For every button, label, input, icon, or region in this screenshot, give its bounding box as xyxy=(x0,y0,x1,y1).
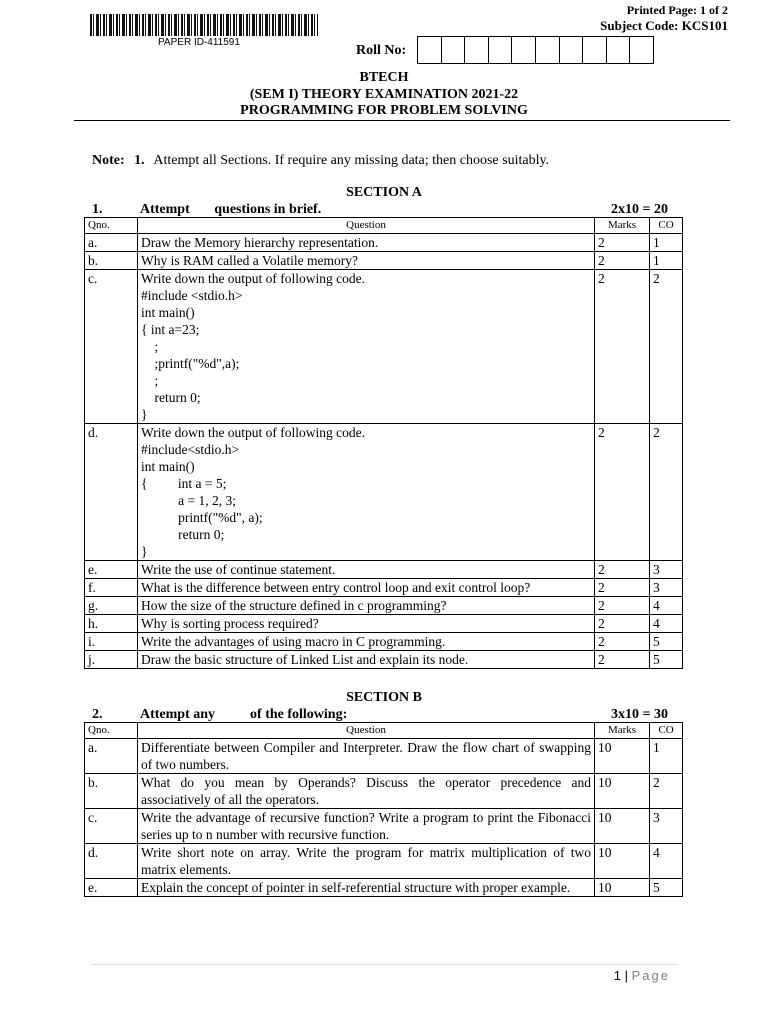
header-marks: Marks xyxy=(595,723,650,739)
question-content: Write down the output of following code. #include <stdio.h> int main() { int a=23; ; ;printf("%d",a); ; return 0; } xyxy=(141,271,366,422)
note-num: 1. xyxy=(134,153,145,168)
section-a-number: 1. xyxy=(92,202,103,217)
question-content: Why is sorting process required? xyxy=(141,616,319,631)
question-text xyxy=(138,424,595,561)
question-text xyxy=(138,879,595,897)
header-question: Question xyxy=(138,218,595,234)
question-text xyxy=(138,844,595,879)
header-qno: Qno. xyxy=(85,218,138,234)
question-marks: 2 xyxy=(595,424,650,561)
question-text xyxy=(138,809,595,844)
header-co: CO xyxy=(650,723,683,739)
question-number: b. xyxy=(85,774,138,809)
question-co: 2 xyxy=(650,774,683,809)
table-row xyxy=(85,424,683,561)
question-marks: 2 xyxy=(595,270,650,424)
roll-no-box[interactable] xyxy=(512,37,536,63)
roll-no-boxes[interactable] xyxy=(417,36,654,64)
header-co: CO xyxy=(650,218,683,234)
table-row xyxy=(85,633,683,651)
question-number: g. xyxy=(85,597,138,615)
question-number: c. xyxy=(85,270,138,424)
barcode xyxy=(90,14,318,36)
page-number: 1 xyxy=(613,968,621,983)
question-number: j. xyxy=(85,651,138,669)
roll-no-label: Roll No: xyxy=(356,43,407,58)
exam-subject: PROGRAMMING FOR PROBLEM SOLVING xyxy=(240,103,528,118)
question-number: d. xyxy=(85,424,138,561)
section-b-instruction: Attempt any of the following: xyxy=(140,707,348,722)
question-content: How the size of the structure defined in c programming? xyxy=(141,598,447,613)
question-content: Explain the concept of pointer in self-referential structure with proper example. xyxy=(141,880,571,895)
roll-no-box[interactable] xyxy=(465,37,489,63)
section-b-table xyxy=(84,722,683,897)
question-marks: 10 xyxy=(595,879,650,897)
question-co: 5 xyxy=(650,651,683,669)
section-b-number: 2. xyxy=(92,707,103,722)
question-co: 5 xyxy=(650,879,683,897)
question-marks: 2 xyxy=(595,633,650,651)
question-text xyxy=(138,739,595,774)
question-co: 3 xyxy=(650,561,683,579)
question-marks: 10 xyxy=(595,774,650,809)
question-number: i. xyxy=(85,633,138,651)
subject-code: Subject Code: KCS101 xyxy=(600,18,728,33)
question-content: Write the use of continue statement. xyxy=(141,562,336,577)
question-text xyxy=(138,651,595,669)
question-co: 2 xyxy=(650,270,683,424)
question-text xyxy=(138,633,595,651)
question-content: Write the advantages of using macro in C programming. xyxy=(141,634,446,649)
question-marks: 10 xyxy=(595,739,650,774)
question-content: Write short note on array. Write the program for matrix multiplication of two matrix elements. xyxy=(141,845,591,877)
roll-no-box[interactable] xyxy=(489,37,513,63)
footer-divider xyxy=(92,964,678,965)
question-marks: 10 xyxy=(595,844,650,879)
printed-page: Printed Page: 1 of 2 xyxy=(626,3,728,17)
question-co: 4 xyxy=(650,615,683,633)
table-row xyxy=(85,739,683,774)
question-co: 1 xyxy=(650,252,683,270)
question-co: 1 xyxy=(650,739,683,774)
question-content: Draw the Memory hierarchy representation. xyxy=(141,235,379,250)
table-row xyxy=(85,270,683,424)
roll-no-box[interactable] xyxy=(630,37,653,63)
question-marks: 2 xyxy=(595,615,650,633)
section-a-instruction: Attempt questions in brief. xyxy=(140,202,322,217)
table-row xyxy=(85,651,683,669)
question-co: 4 xyxy=(650,844,683,879)
question-co: 2 xyxy=(650,424,683,561)
table-row xyxy=(85,774,683,809)
question-text xyxy=(138,270,595,424)
question-number: f. xyxy=(85,579,138,597)
page-label: Page xyxy=(631,968,670,983)
question-marks: 2 xyxy=(595,234,650,252)
question-marks: 2 xyxy=(595,597,650,615)
section-a-title: SECTION A xyxy=(346,185,422,200)
header-qno: Qno. xyxy=(85,723,138,739)
table-row xyxy=(85,615,683,633)
page-footer xyxy=(614,968,670,983)
note-text: Attempt all Sections. If require any missing data; then choose suitably. xyxy=(153,153,550,168)
exam-degree: BTECH xyxy=(359,70,409,85)
question-content: What do you mean by Operands? Discuss the operator precedence and associatively of all the operators. xyxy=(141,775,591,807)
roll-no-box[interactable] xyxy=(560,37,584,63)
note xyxy=(92,153,549,169)
roll-no-box[interactable] xyxy=(442,37,466,63)
section-b-marks: 3x10 = 30 xyxy=(611,707,668,722)
question-content: Why is RAM called a Volatile memory? xyxy=(141,253,358,268)
table-row xyxy=(85,809,683,844)
question-content: What is the difference between entry control loop and exit control loop? xyxy=(141,580,531,595)
table-header-row xyxy=(85,218,683,234)
question-number: h. xyxy=(85,615,138,633)
question-number: c. xyxy=(85,809,138,844)
section-a-marks: 2x10 = 20 xyxy=(611,202,668,217)
question-number: a. xyxy=(85,739,138,774)
question-marks: 2 xyxy=(595,579,650,597)
question-marks: 2 xyxy=(595,651,650,669)
header-divider xyxy=(74,120,730,121)
question-content: Draw the basic structure of Linked List and explain its node. xyxy=(141,652,469,667)
question-co: 5 xyxy=(650,633,683,651)
table-row xyxy=(85,561,683,579)
question-number: d. xyxy=(85,844,138,879)
question-marks: 2 xyxy=(595,252,650,270)
roll-no-box[interactable] xyxy=(536,37,560,63)
question-content: Differentiate between Compiler and Interpreter. Draw the flow chart of swapping of two numbers. xyxy=(141,740,591,772)
roll-no-box[interactable] xyxy=(418,37,442,63)
page-separator: | xyxy=(624,968,628,983)
question-text xyxy=(138,561,595,579)
question-content: Write down the output of following code. #include<stdio.h> int main() { int a = 5; a = 1, 2, 3; printf("%d", a); return 0; } xyxy=(141,425,366,559)
question-number: e. xyxy=(85,879,138,897)
question-number: e. xyxy=(85,561,138,579)
table-row xyxy=(85,252,683,270)
question-marks: 2 xyxy=(595,561,650,579)
question-co: 3 xyxy=(650,809,683,844)
table-row xyxy=(85,579,683,597)
printed-page-info xyxy=(600,2,728,34)
table-row xyxy=(85,597,683,615)
table-row xyxy=(85,879,683,897)
header-marks: Marks xyxy=(595,218,650,234)
roll-no-box[interactable] xyxy=(607,37,631,63)
question-number: a. xyxy=(85,234,138,252)
question-co: 4 xyxy=(650,597,683,615)
question-co: 1 xyxy=(650,234,683,252)
roll-no-box[interactable] xyxy=(583,37,607,63)
question-text xyxy=(138,597,595,615)
question-content: Write the advantage of recursive function? Write a program to print the Fibonacci series up to n number with recursive function. xyxy=(141,810,591,842)
question-text xyxy=(138,252,595,270)
question-text xyxy=(138,774,595,809)
section-a-table xyxy=(84,217,683,669)
exam-title: (SEM I) THEORY EXAMINATION 2021-22 xyxy=(249,87,519,102)
section-b-title: SECTION B xyxy=(346,690,422,705)
table-header-row xyxy=(85,723,683,739)
table-row xyxy=(85,844,683,879)
question-number: b. xyxy=(85,252,138,270)
question-text xyxy=(138,234,595,252)
question-co: 3 xyxy=(650,579,683,597)
table-row xyxy=(85,234,683,252)
question-text xyxy=(138,615,595,633)
header-question: Question xyxy=(138,723,595,739)
note-label: Note: xyxy=(92,153,125,168)
paper-id: PAPER ID-411591 xyxy=(158,37,240,48)
question-marks: 10 xyxy=(595,809,650,844)
question-text xyxy=(138,579,595,597)
